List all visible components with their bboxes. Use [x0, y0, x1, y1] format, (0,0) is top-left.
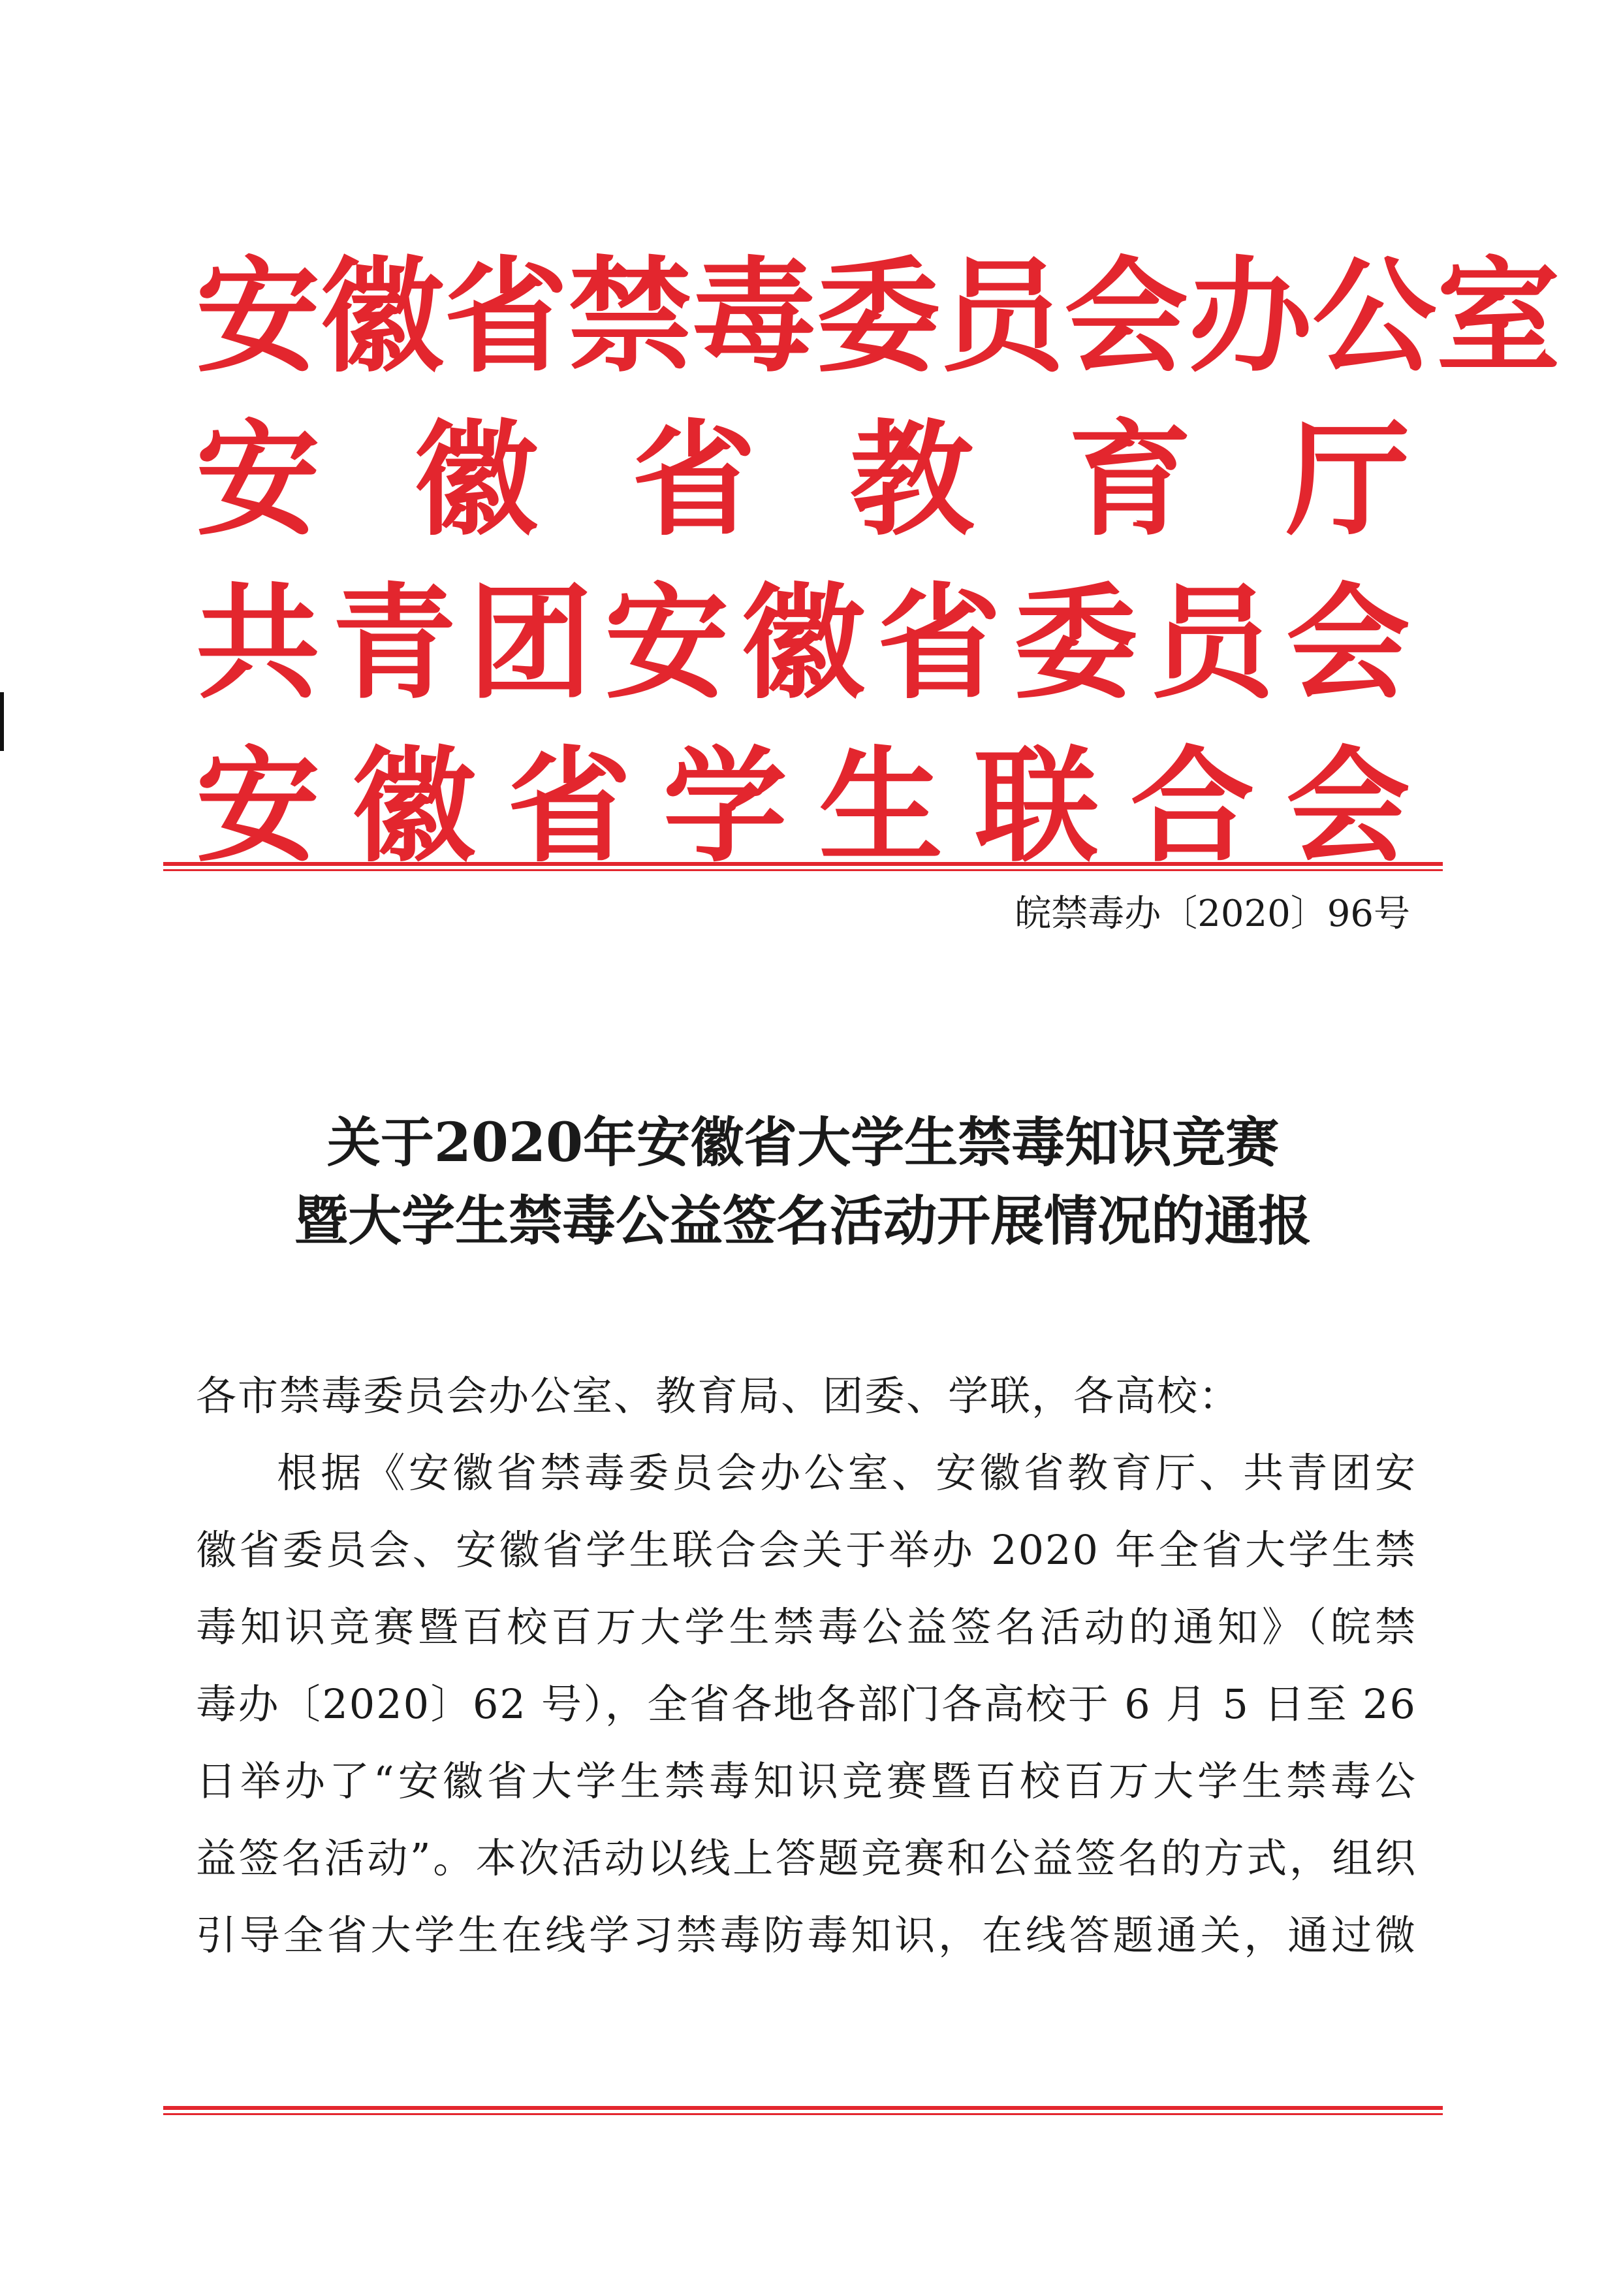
org-char: 徽: [320, 244, 445, 389]
org-char: 委: [1013, 570, 1138, 716]
org-char: 合: [1130, 733, 1255, 879]
paragraph-line: 日举办了“安徽省大学生禁毒知识竞赛暨百校百万大学生禁毒公: [196, 1757, 1417, 1805]
issuing-organizations: [196, 235, 1561, 888]
document-title: [163, 1104, 1443, 1260]
org-char: 省: [444, 244, 569, 389]
org-char: 教: [849, 407, 974, 552]
org-char: 学: [663, 733, 787, 879]
paragraph-line: 徽省委员会、安徽省学生联合会关于举办 2020 年全省大学生禁: [196, 1526, 1417, 1574]
org-char: 徽: [740, 570, 865, 716]
org-char: 会: [1064, 244, 1189, 389]
org-char: 厅: [1285, 407, 1410, 552]
org-char: 省: [507, 733, 632, 879]
org-line-3: [196, 562, 1410, 725]
org-line-1: [196, 235, 1561, 398]
org-char: 青: [332, 570, 456, 716]
org-char: 室: [1436, 244, 1561, 389]
org-name-3: [196, 562, 1410, 725]
org-char: 毒: [692, 244, 817, 389]
title-line-1: 关于2020年安徽省大学生禁毒知识竞赛: [326, 1111, 1280, 1174]
org-char: 员: [940, 244, 1065, 389]
org-char: 生: [819, 733, 943, 879]
org-char: 员: [1150, 570, 1274, 716]
body-paragraph: [196, 1442, 1417, 1967]
org-char: 安: [196, 244, 321, 389]
org-name-2: [196, 398, 1410, 562]
org-char: 安: [196, 733, 321, 879]
org-name-1: [196, 235, 1561, 398]
document-number: 皖禁毒办〔2020〕96号: [1015, 893, 1410, 935]
org-char: 育: [1067, 407, 1192, 552]
org-char: 徽: [351, 733, 476, 879]
paragraph-line: 毒知识竞赛暨百校百万大学生禁毒公益签名活动的通知》（皖禁: [196, 1603, 1417, 1651]
paragraph-line: 根据《安徽省禁毒委员会办公室、安徽省教育厅、共青团安: [277, 1449, 1417, 1497]
paragraph-line: 毒办〔2020〕62 号），全省各地各部门各高校于 6 月 5 日至 26: [196, 1680, 1417, 1728]
org-char: 禁: [568, 244, 693, 389]
org-char: 徽: [413, 407, 538, 552]
org-char: 办: [1188, 244, 1313, 389]
org-char: 会: [1285, 570, 1410, 716]
document-body: [196, 1365, 1417, 1981]
org-char: 省: [631, 407, 756, 552]
org-char: 会: [1285, 733, 1410, 879]
header-red-divider: [163, 862, 1443, 871]
org-char: 联: [974, 733, 1099, 879]
paragraph-line: 益签名活动”。本次活动以线上答题竞赛和公益签名的方式，组织: [196, 1834, 1417, 1882]
org-char: 安: [196, 407, 321, 552]
salutation: 各市禁毒委员会办公室、教育局、团委、学联，各高校：: [196, 1372, 1241, 1420]
scan-edge-mark: [0, 692, 4, 751]
org-char: 安: [605, 570, 729, 716]
org-line-2: [196, 398, 1410, 562]
org-char: 省: [877, 570, 1001, 716]
org-char: 共: [196, 570, 321, 716]
org-char: 团: [468, 570, 593, 716]
paragraph-line: 引导全省大学生在线学习禁毒防毒知识，在线答题通关，通过微: [196, 1911, 1417, 1959]
footer-red-divider: [163, 2106, 1443, 2115]
org-char: 委: [816, 244, 941, 389]
org-char: 公: [1312, 244, 1437, 389]
title-line-2: 暨大学生禁毒公益签名活动开展情况的通报: [294, 1190, 1312, 1252]
